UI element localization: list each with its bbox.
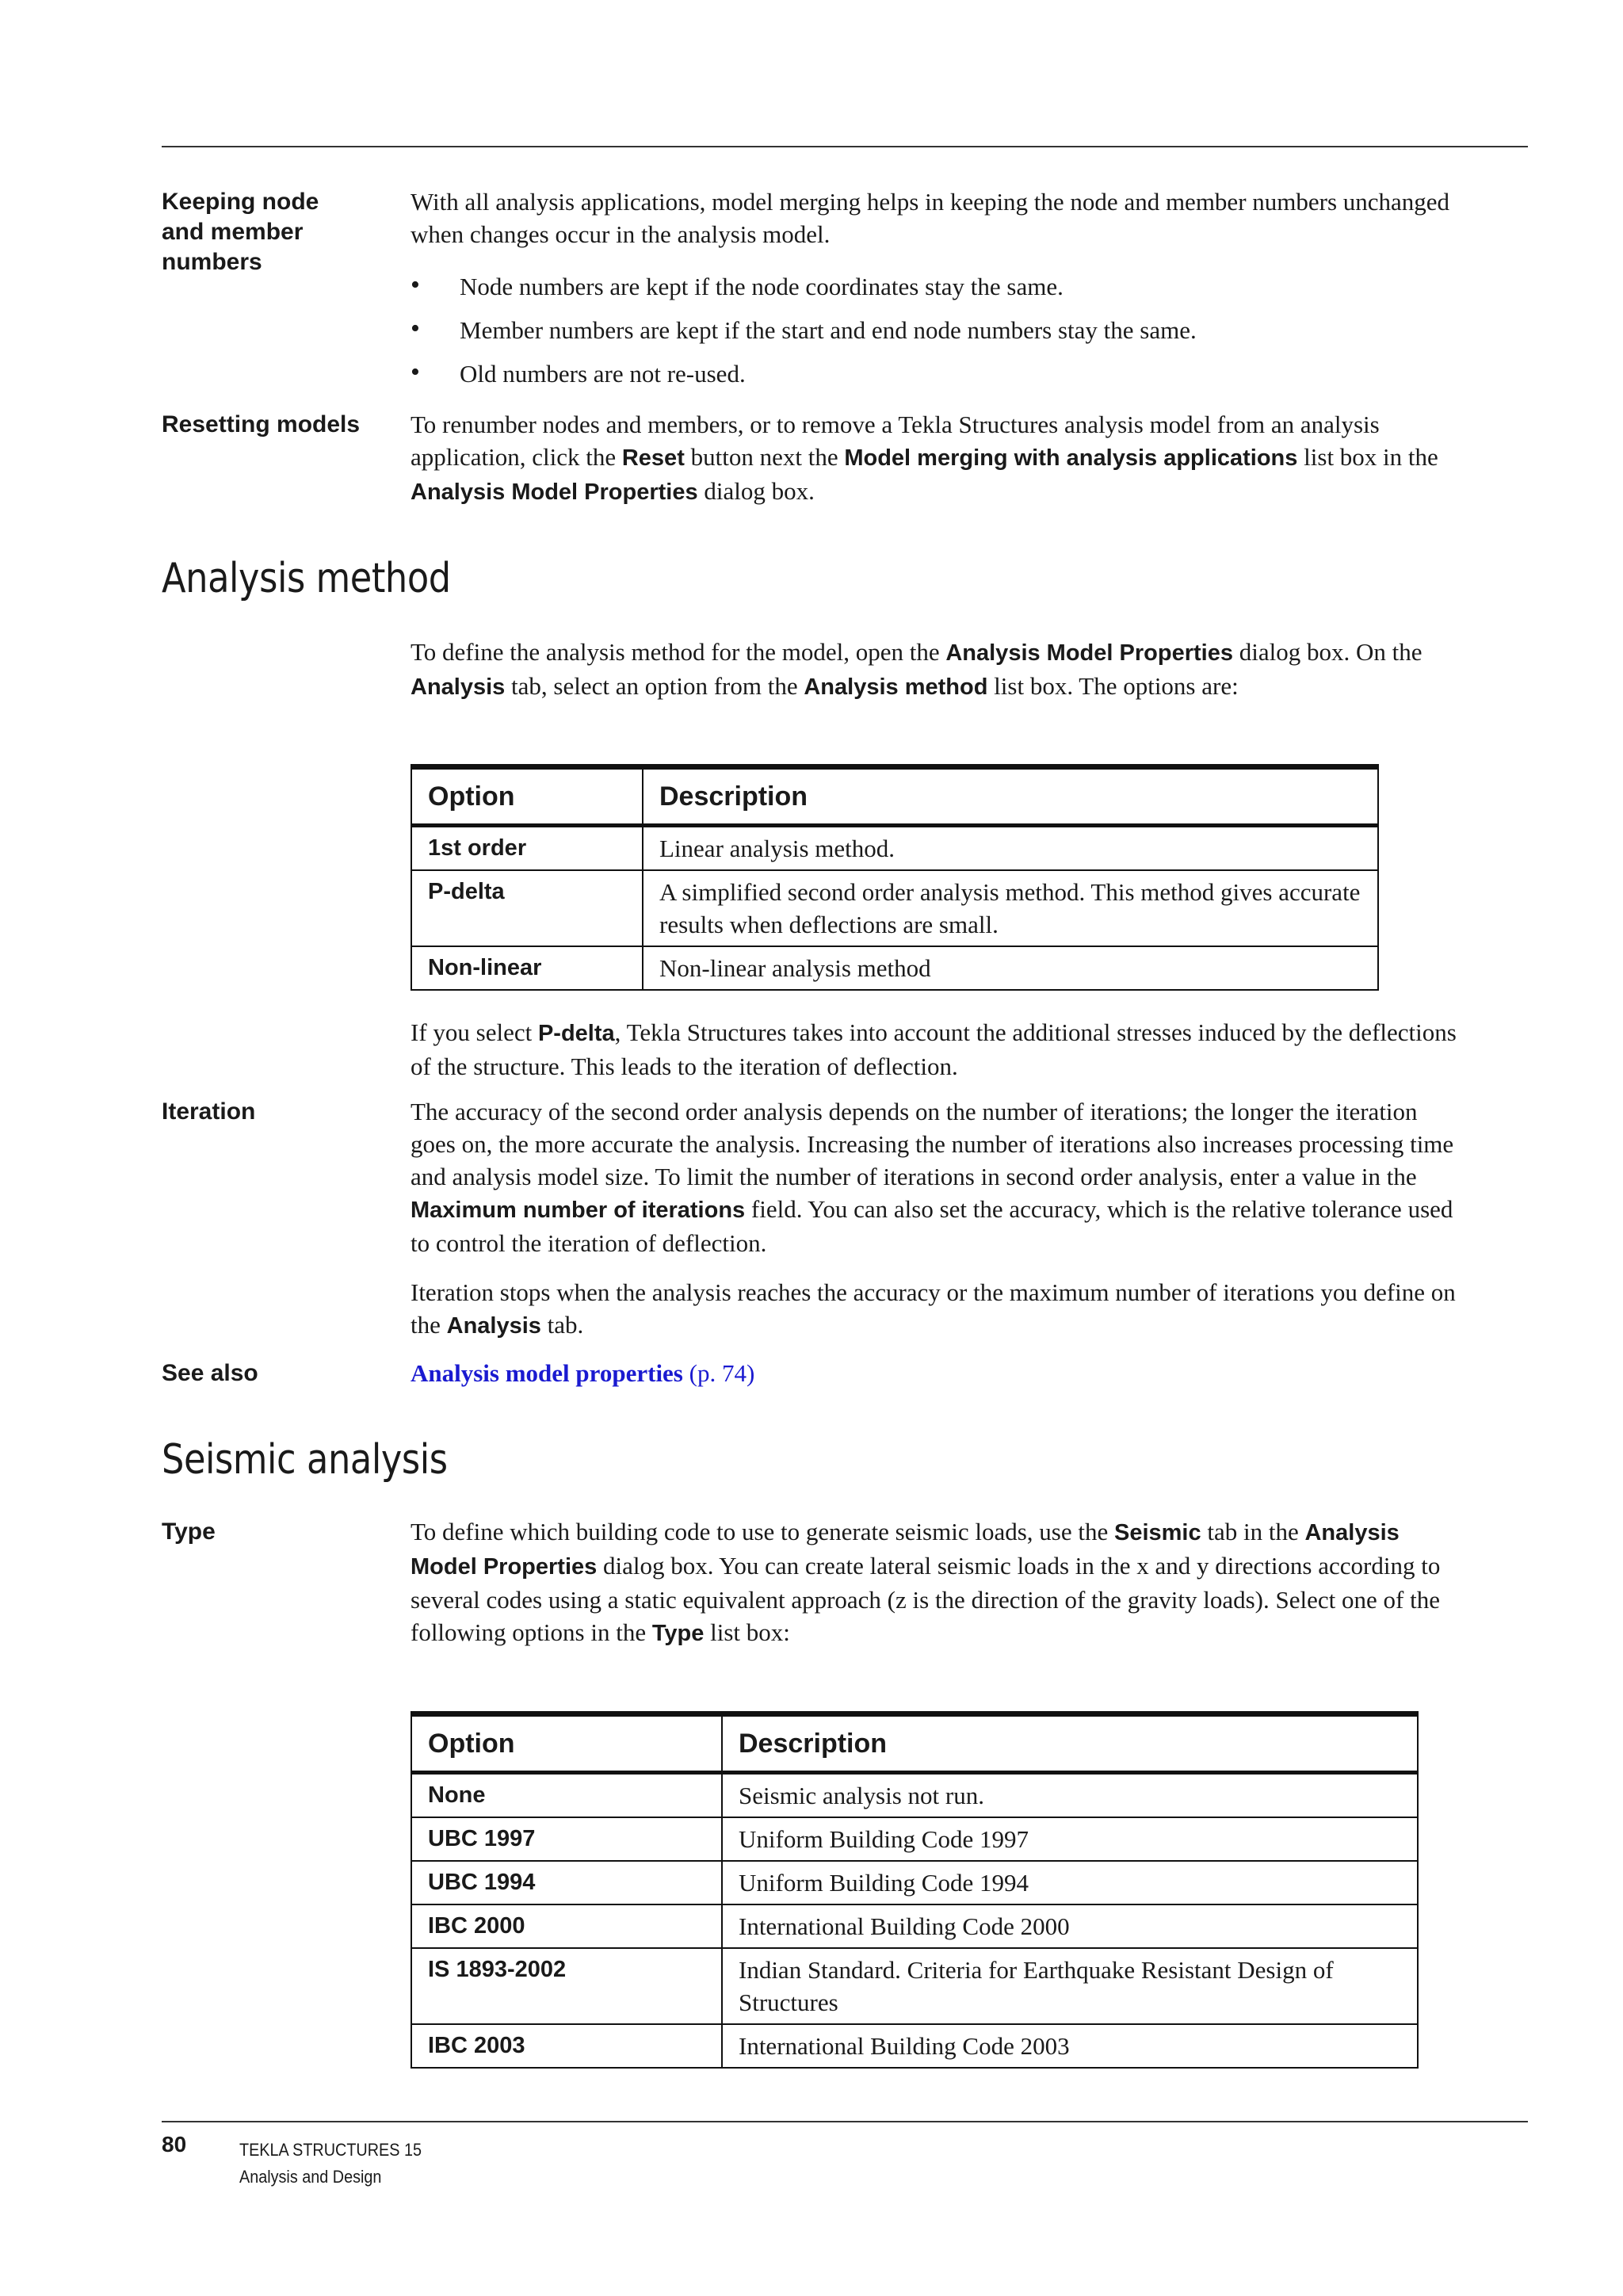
column-header-description: Description bbox=[722, 1714, 1418, 1773]
column-header-option: Option bbox=[411, 1714, 722, 1773]
keeping-side-label: Keeping node and member numbers bbox=[162, 189, 319, 275]
footer-rule bbox=[162, 2121, 1528, 2122]
model-merging-term: Model merging with analysis applications bbox=[844, 445, 1298, 471]
table-row bbox=[411, 1904, 1418, 1948]
list-item: • Node numbers are kept if the node coordinates stay the same. bbox=[411, 270, 1457, 314]
description-cell: A simplified second order analysis method. This method gives accurate results when deflections are small. bbox=[643, 870, 1378, 946]
description-cell: Seismic analysis not run. bbox=[722, 1773, 1418, 1818]
option-cell: P-delta bbox=[411, 870, 643, 946]
list-item: • Member numbers are kept if the start and end node numbers stay the same. bbox=[411, 314, 1457, 357]
table-row bbox=[411, 826, 1378, 871]
description-cell: International Building Code 2003 bbox=[722, 2024, 1418, 2068]
seismic-paragraph: To define which building code to use to generate seismic loads, use the Seismic tab in the Analysis Model Properties dialog box. You can create lateral seismic loads in the x and y directions according to several codes using a static equivalent approach (z is the direction of the gravity loads). Select one of the following options in the Type list box: bbox=[411, 1518, 1441, 1646]
keeping-paragraph: With all analysis applications, model merging helps in keeping the node and member numbers unchanged when changes occur in the analysis model. bbox=[411, 188, 1450, 248]
table-row bbox=[411, 870, 1378, 946]
table-row bbox=[411, 1861, 1418, 1904]
see-also-side-label: See also bbox=[162, 1360, 258, 1386]
table-row bbox=[411, 946, 1378, 990]
resetting-paragraph: To renumber nodes and members, or to remove a Tekla Structures analysis model from an analysis application, click the Reset button next the Model merging with analysis applications list box in the Analysis Model Properties dialog box. bbox=[411, 411, 1438, 505]
description-cell: Linear analysis method. bbox=[643, 826, 1378, 871]
iteration-paragraph: The accuracy of the second order analysis depends on the number of iterations; the longer the iteration goes on, the more accurate the analysis. Increasing the number of iterations also increases processing time and analysis model size. To limit the number of iterations in second order analysis, enter a value in the Maximum number of iterations field. You can also set the accuracy, which is the relative tolerance used to control the iteration of deflection. bbox=[411, 1098, 1454, 1257]
seismic-analysis-heading: Seismic analysis bbox=[162, 1436, 448, 1484]
option-cell: IBC 2000 bbox=[411, 1904, 722, 1948]
iteration-side-label: Iteration bbox=[162, 1098, 256, 1125]
header-rule bbox=[162, 146, 1528, 147]
see-also-reference bbox=[411, 1357, 1457, 1389]
list-item: • Old numbers are not re-used. bbox=[411, 357, 1457, 401]
seismic-type-table bbox=[411, 1711, 1419, 2069]
analysis-model-properties-link[interactable]: Analysis model properties bbox=[411, 1359, 683, 1387]
option-cell: IS 1893-2002 bbox=[411, 1948, 722, 2024]
option-cell: IBC 2003 bbox=[411, 2024, 722, 2068]
column-header-description: Description bbox=[643, 767, 1378, 826]
option-cell: UBC 1994 bbox=[411, 1861, 722, 1904]
description-cell: Uniform Building Code 1994 bbox=[722, 1861, 1418, 1904]
type-side-label: Type bbox=[162, 1519, 216, 1545]
description-cell: Indian Standard. Criteria for Earthquake Resistant Design of Structures bbox=[722, 1948, 1418, 2024]
option-cell: None bbox=[411, 1773, 722, 1818]
table-row bbox=[411, 1948, 1418, 2024]
description-cell: Non-linear analysis method bbox=[643, 946, 1378, 990]
dialog-term: Analysis Model Properties bbox=[411, 479, 698, 505]
table-header-row bbox=[411, 1714, 1418, 1773]
analysis-method-intro: To define the analysis method for the model, open the Analysis Model Properties dialog box. On the Analysis tab, select an option from the Analysis method list box. The options are: bbox=[411, 638, 1423, 700]
analysis-method-heading: Analysis method bbox=[162, 555, 451, 602]
footer-text bbox=[239, 2137, 422, 2191]
resetting-side-label: Resetting models bbox=[162, 411, 361, 437]
analysis-method-table bbox=[411, 764, 1379, 991]
table-row bbox=[411, 1817, 1418, 1861]
keeping-bullet-list bbox=[411, 270, 1457, 401]
page-number: 80 bbox=[162, 2132, 187, 2157]
table-header-row bbox=[411, 767, 1378, 826]
option-cell: 1st order bbox=[411, 826, 643, 871]
option-cell: Non-linear bbox=[411, 946, 643, 990]
product-name: TEKLA STRUCTURES 15 bbox=[239, 2140, 422, 2160]
table-row bbox=[411, 1773, 1418, 1818]
option-cell: UBC 1997 bbox=[411, 1817, 722, 1861]
p-delta-paragraph: If you select P-delta, Tekla Structures takes into account the additional stresses induced by the deflections of the structure. This leads to the iteration of deflection. bbox=[411, 1018, 1457, 1080]
iteration-stop-paragraph: Iteration stops when the analysis reaches the accuracy or the maximum number of iterations you define on the Analysis tab. bbox=[411, 1278, 1456, 1339]
description-cell: Uniform Building Code 1997 bbox=[722, 1817, 1418, 1861]
table-row bbox=[411, 2024, 1418, 2068]
guide-name: Analysis and Design bbox=[239, 2167, 382, 2187]
description-cell: International Building Code 2000 bbox=[722, 1904, 1418, 1948]
column-header-option: Option bbox=[411, 767, 643, 826]
page-reference-link[interactable]: (p. 74) bbox=[689, 1359, 755, 1387]
reset-button-term: Reset bbox=[621, 445, 685, 471]
